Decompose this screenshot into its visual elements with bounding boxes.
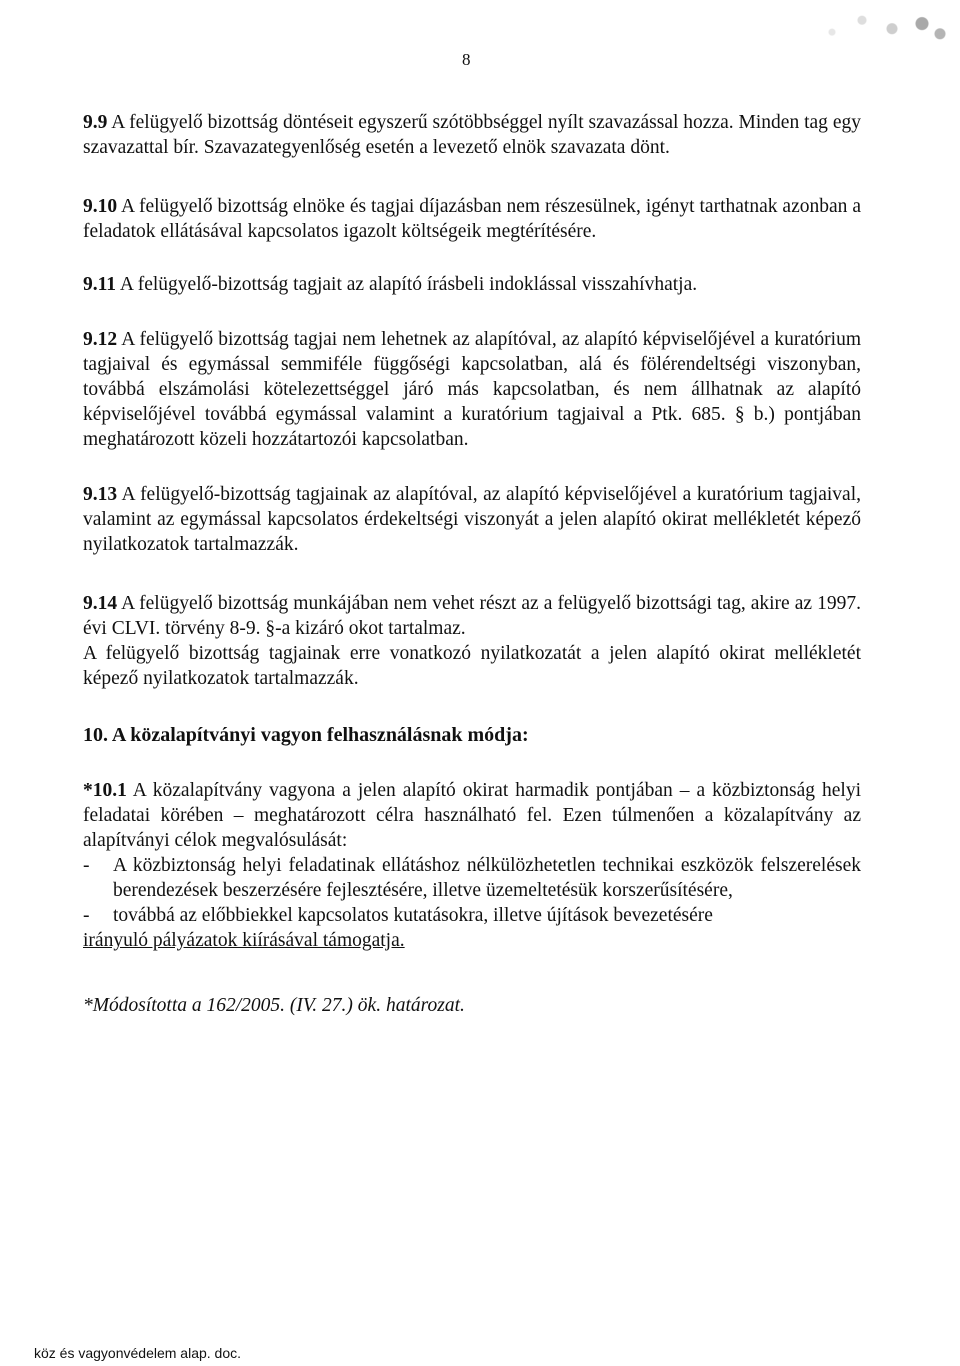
document-body: [83, 110, 861, 1038]
list-dash: -: [83, 855, 90, 876]
section-9-10: [83, 194, 861, 244]
list-item-text: A közbiztonság helyi feladatinak ellátáshoz nélkülözhetetlen technikai eszközök felszerelések berendezések beszerzésére fejlesztésére, illetve üzemeltetésük korszerűsítésére,: [113, 855, 861, 901]
section-number: *10.1: [83, 780, 127, 801]
page-number: 8: [462, 50, 471, 69]
section-10-1-closing: irányuló pályázatok kiírásával támogatja.: [83, 930, 405, 951]
heading-text: A közalapítványi vagyon felhasználásnak módja:: [108, 724, 529, 746]
section-9-9: [83, 110, 861, 160]
list-item: [83, 903, 861, 928]
section-9-11: [83, 272, 861, 297]
section-number: 9.10: [83, 196, 118, 217]
list-item-text: továbbá az előbbiekkel kapcsolatos kutatásokra, illetve újítások bevezetésére: [113, 905, 713, 926]
section-text: A felügyelő bizottság tagjai nem lehetnek az alapítóval, az alapító képviselőjével a kuratórium tagjaival és egymással semmiféle függőségi kapcsolatban, alá és fölérendeltségi viszonyban, továbbá elszámolási kötelezettséggel járó más kapcsolatban, és nem állhatnak az alapító képviselőjével továbbá egymással valamint a kuratórium tagjaival a Ptk. 685. § b.) pontjában meghatározott közeli hozzátartozói kapcsolatban.: [83, 329, 861, 450]
section-9-14-continuation: A felügyelő bizottság tagjainak erre vonatkozó nyilatkozatát a jelen alapító okirat mellékletét képező nyilatkozatok tartalmazzák.: [83, 643, 861, 689]
section-text: A felügyelő bizottság munkájában nem vehet részt az a felügyelő bizottsági tag, akire az 1997. évi CLVI. törvény 8-9. §-a kizáró okot tartalmaz.: [83, 593, 861, 639]
section-10-1: [83, 778, 861, 853]
section-number: 9.12: [83, 329, 118, 350]
section-number: 9.11: [83, 274, 117, 295]
section-text: A felügyelő bizottság elnöke és tagjai díjazásban nem részesülnek, igényt tarthatnak azonban a feladatok ellátásával kapcsolatos igazolt költségeik megtérítésére.: [83, 196, 861, 242]
section-text: A felügyelő bizottság döntéseit egyszerű szótöbbséggel nyílt szavazással hozza. Minden tag egy szavazattal bír. Szavazategyenlőség esetén a levezető elnök szavazata dönt.: [83, 112, 861, 158]
section-text: A felügyelő-bizottság tagjait az alapító írásbeli indoklással visszahívhatja.: [116, 274, 698, 295]
section-number: 9.13: [83, 484, 118, 505]
list-item: [83, 853, 861, 903]
section-9-12: [83, 327, 861, 452]
section-text: A közalapítvány vagyona a jelen alapító okirat harmadik pontjában – a közbiztonság helyi feladatai körében – meghatározott célra használható fel. Ezen túlmenően a közalapítvány az alapítványi célok megvalósulását:: [83, 780, 861, 851]
list-dash: -: [83, 905, 90, 926]
section-number: 9.14: [83, 593, 118, 614]
heading-number: 10.: [83, 724, 108, 746]
section-9-13: [83, 482, 861, 557]
scan-artifact: [802, 10, 952, 44]
section-number: 9.9: [83, 112, 108, 133]
section-text: A felügyelő-bizottság tagjainak az alapítóval, az alapító képviselőjével a kuratórium tagjaival, valamint az egymással kapcsolatos érdekeltségi viszonyát a jelen alapító okirat mellékletét képező nyilatkozatok tartalmazzák.: [83, 484, 861, 555]
footer-filename: köz és vagyonvédelem alap. doc.: [34, 1345, 242, 1361]
section-9-14: [83, 591, 861, 641]
amendment-footnote: *Módosította a 162/2005. (IV. 27.) ök. határozat.: [83, 995, 465, 1016]
section-10-heading: [83, 723, 861, 748]
